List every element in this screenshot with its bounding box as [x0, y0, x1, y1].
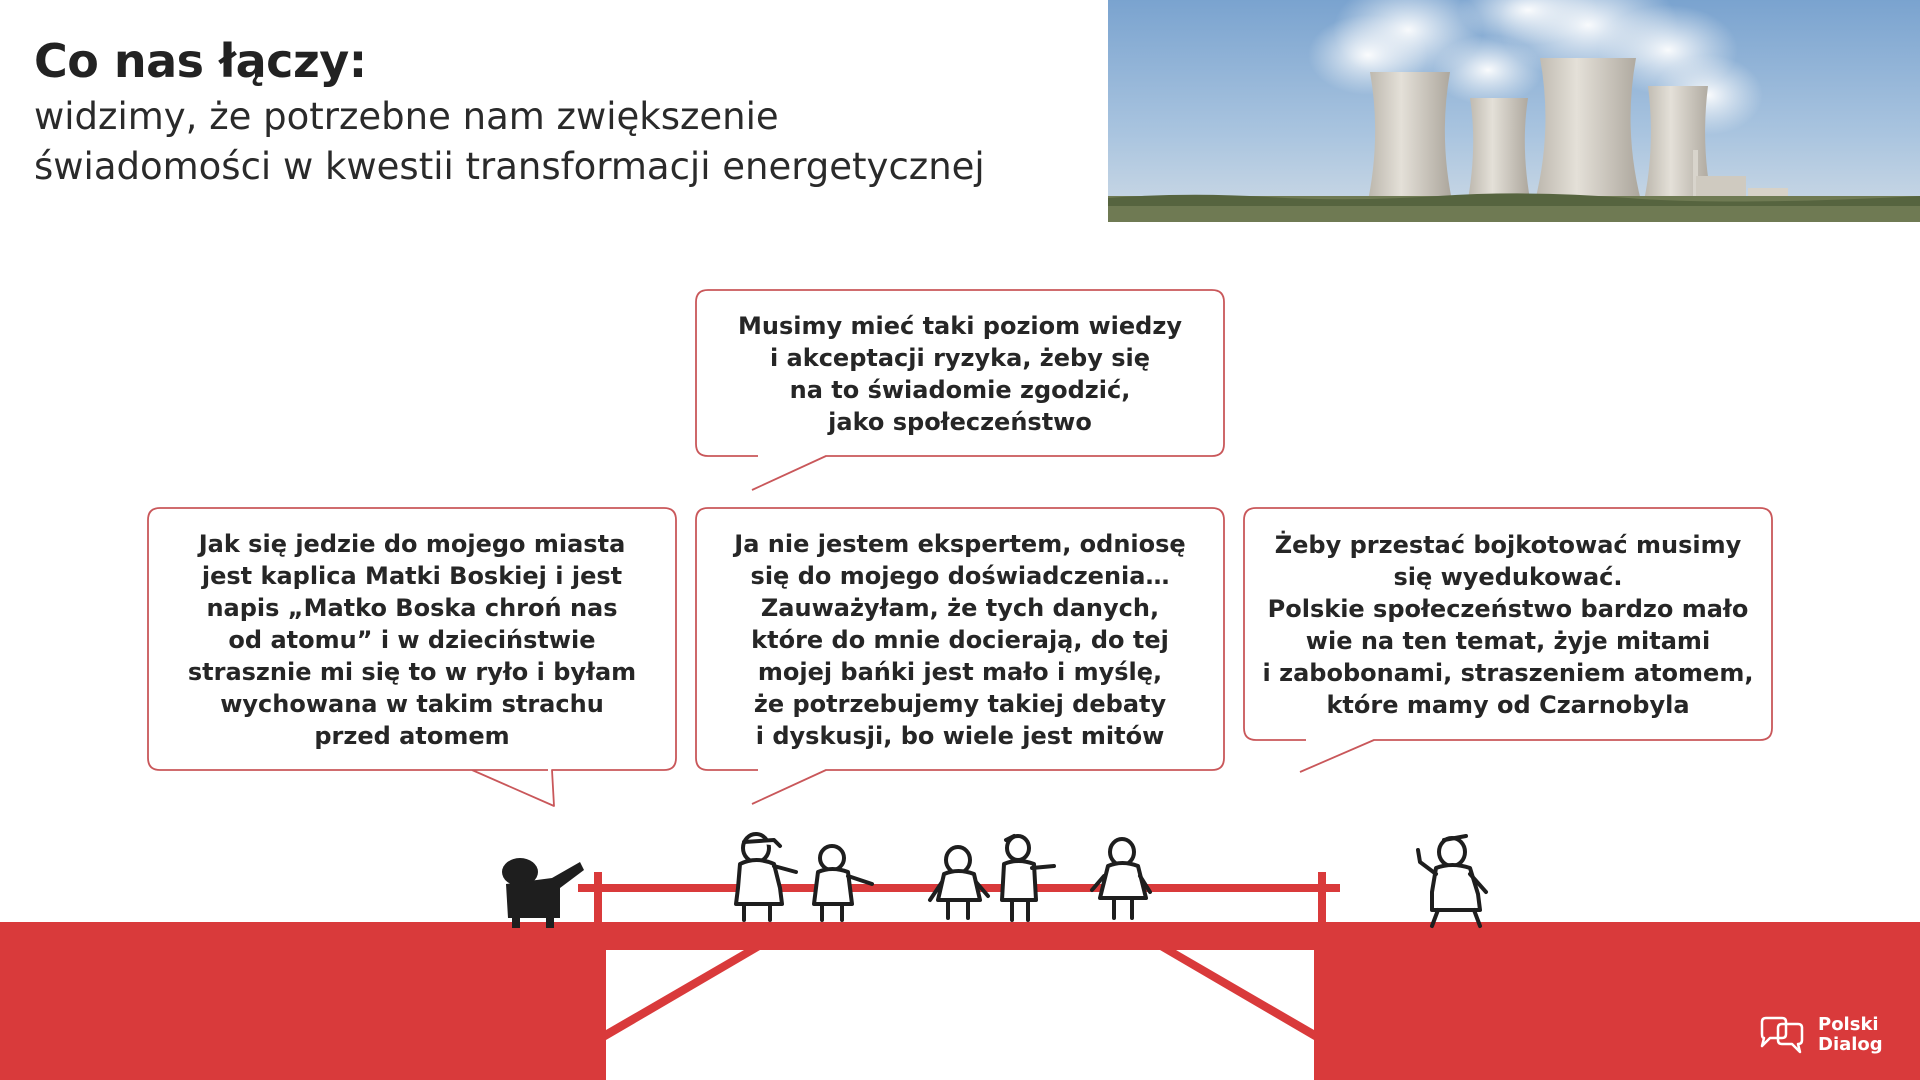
subtitle-line: świadomości w kwestii transformacji energetycznej	[34, 145, 985, 188]
quote-line: przed atomem	[314, 722, 510, 750]
quote-line: Żeby przestać bojkotować musimy	[1274, 531, 1742, 559]
figure-left	[502, 858, 584, 928]
speech-bubbles-icon	[1756, 1014, 1808, 1056]
bridge-post-right	[1318, 872, 1326, 926]
figures-on-bridge	[736, 834, 1150, 920]
quote-line: i dyskusji, bo wiele jest mitów	[755, 722, 1165, 750]
quote-line: na to świadomie zgodzić,	[789, 376, 1131, 404]
quote-line: Polskie społeczeństwo bardzo mało	[1267, 595, 1749, 623]
quote-line: napis „Matko Boska chroń nas	[206, 594, 618, 622]
quote-bubble-top	[700, 296, 1220, 452]
quote-text	[734, 528, 1185, 752]
bridge-post-left	[594, 872, 602, 926]
bridge-strut-left	[606, 950, 760, 1040]
quote-line: że potrzebujemy takiej debaty	[753, 690, 1167, 718]
quote-line: jako społeczeństwo	[828, 408, 1092, 436]
quote-line: się wyedukować.	[1393, 563, 1623, 591]
bridge-strut-right	[1160, 950, 1314, 1040]
logo-text	[1818, 1015, 1883, 1055]
quote-line: od atomu” i w dzieciństwie	[228, 626, 596, 654]
logo-line: Dialog	[1818, 1034, 1883, 1055]
quote-bubble-left	[152, 514, 672, 766]
quote-line: Ja nie jestem ekspertem, odniosę	[734, 530, 1186, 558]
quote-line: i akceptacji ryzyka, żeby się	[769, 344, 1151, 372]
quote-bubble-center	[700, 514, 1220, 766]
quote-line: jest kaplica Matki Boskiej i jest	[201, 562, 623, 590]
quote-line: i zabobonami, straszeniem atomem,	[1262, 659, 1754, 687]
quote-line: wychowana w takim strachu	[220, 690, 604, 718]
quote-text	[188, 528, 636, 752]
quote-line: mojej bańki jest mało i myślę,	[757, 658, 1163, 686]
quote-line: strasznie mi się to w ryło i byłam	[187, 658, 637, 686]
quote-line: które mamy od Czarnobyla	[1326, 691, 1690, 719]
logo-line: Polski	[1818, 1014, 1879, 1035]
red-ground	[0, 922, 1920, 1080]
quote-text	[1263, 529, 1754, 721]
figure-right	[1418, 836, 1486, 926]
quote-line: Musimy mieć taki poziom wiedzy	[738, 312, 1182, 340]
quote-bubble-right	[1248, 514, 1768, 736]
quote-line: Zauważyłam, że tych danych,	[760, 594, 1160, 622]
quote-line: się do mojego doświadczenia…	[750, 562, 1170, 590]
subtitle-line: widzimy, że potrzebne nam zwiększenie	[34, 95, 779, 138]
page-title: Co nas łączy:	[34, 34, 367, 88]
quote-line: Jak się jedzie do mojego miasta	[198, 530, 626, 558]
quote-text	[738, 310, 1182, 438]
quote-line: które do mnie docierają, do tej	[751, 626, 1169, 654]
polski-dialog-logo	[1756, 1014, 1883, 1056]
quote-line: wie na ten temat, żyje mitami	[1305, 627, 1711, 655]
